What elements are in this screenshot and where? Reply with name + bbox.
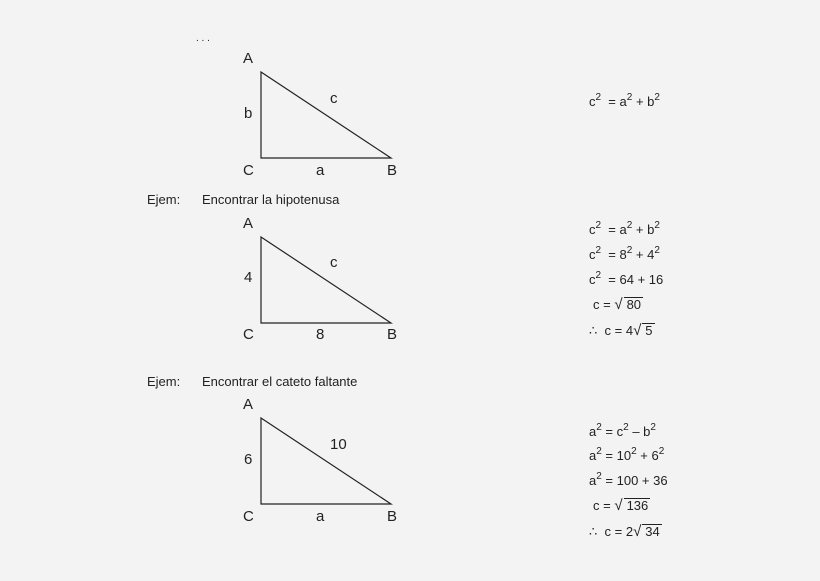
ex2-line-1: $a^2 = c^2 - b^2$	[589, 422, 656, 439]
ex2-radicand-2: 34	[642, 524, 661, 539]
ex1-label: Ejem:	[147, 192, 181, 207]
ex2-line-2: $a^2 = 10^2 + 6^2$	[589, 446, 665, 463]
ex1-side-left: 4	[244, 269, 253, 286]
ex2-line-5: ∴ c = 2√ 34	[589, 523, 660, 540]
ex2-side-hyp: 10	[330, 436, 347, 453]
ex2-vertex-b: B	[387, 508, 398, 525]
triangle-2	[261, 237, 391, 323]
ex1-side-hyp: c	[330, 254, 338, 271]
ex2-label: Ejem:	[147, 374, 181, 389]
ex2-side-bottom: a	[316, 508, 325, 525]
fig1-vertex-b: B	[387, 162, 398, 179]
top-dots: . . .	[196, 33, 210, 44]
fig1-side-left: b	[244, 105, 253, 122]
ex1-radicand-1: 80	[624, 297, 643, 312]
ex2-title: Encontrar el cateto faltante	[202, 374, 358, 389]
ex2-side-left: 6	[244, 451, 253, 468]
ex2-radicand-1: 136	[624, 498, 651, 513]
fig1-formula: $c^2 = a^2 + b^2$	[589, 92, 660, 109]
ex2-line-3: $a^2 = 100 + 36$	[589, 471, 668, 488]
triangle-3	[261, 418, 391, 504]
ex1-vertex-a: A	[243, 215, 254, 232]
fig1-side-bottom: a	[316, 162, 325, 179]
ex1-line-5: ∴ c = 4√ 5	[589, 322, 653, 339]
fig1-vertex-c: C	[243, 162, 254, 179]
ex1-side-bottom: 8	[316, 326, 325, 343]
ex2-vertex-a: A	[243, 396, 254, 413]
fig1-vertex-a: A	[243, 50, 254, 67]
ex1-line-3: $c^2 = 64 + 16$	[589, 270, 664, 287]
ex1-vertex-b: B	[387, 326, 398, 343]
ex2-vertex-c: C	[243, 508, 254, 525]
ex1-title: Encontrar la hipotenusa	[202, 192, 340, 207]
fig1-side-hyp: c	[330, 90, 338, 107]
ex1-radicand-2: 5	[642, 323, 654, 338]
ex2-line-4: c = √ 136	[593, 497, 649, 514]
triangle-1	[261, 72, 391, 158]
ex1-line-2: $c^2 = 8^2 + 4^2$	[589, 245, 660, 262]
ex1-vertex-c: C	[243, 326, 254, 343]
ex1-line-1: $c^2 = a^2 + b^2$	[589, 220, 660, 237]
ex1-line-4: c = √ 80	[593, 296, 642, 313]
